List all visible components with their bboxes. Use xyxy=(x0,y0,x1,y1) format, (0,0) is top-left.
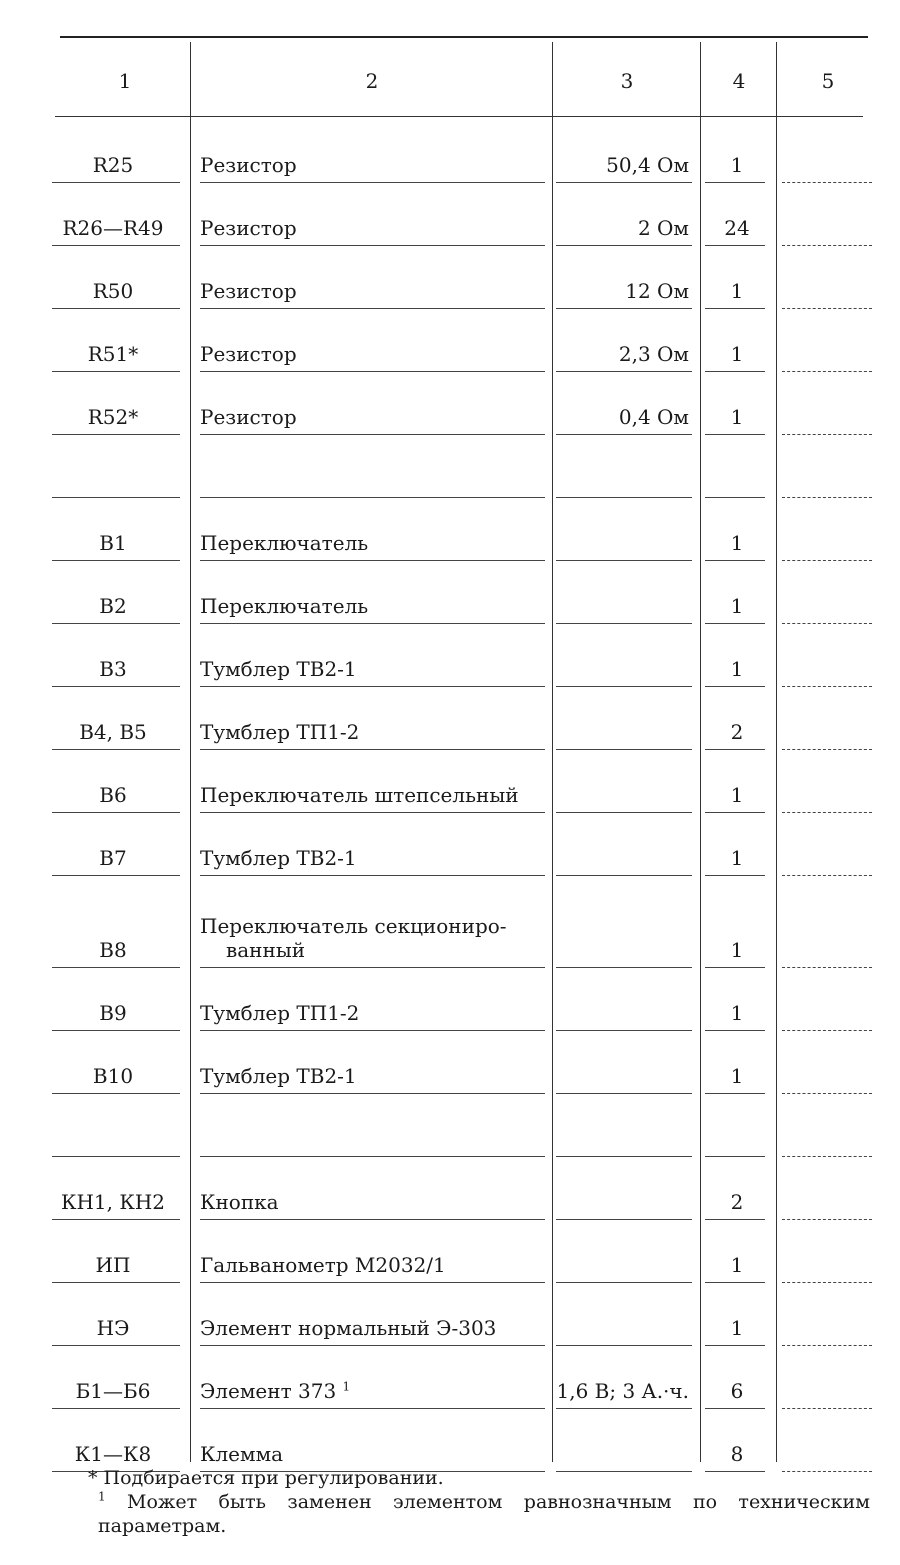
table-row xyxy=(0,311,900,374)
row-underline xyxy=(556,182,692,183)
row-underline xyxy=(782,812,872,813)
footnote-one-text: Может быть заменен элементом равнозначным по техническим параметрам. xyxy=(98,1491,870,1537)
value-cell: 50,4 Ом xyxy=(606,153,689,177)
row-underline xyxy=(705,812,765,813)
row-underline xyxy=(52,308,180,309)
designation-cell: К1—К8 xyxy=(74,1442,152,1466)
quantity-cell: 24 xyxy=(724,216,750,240)
row-underline xyxy=(705,1030,765,1031)
row-underline xyxy=(556,875,692,876)
row-underline xyxy=(52,1282,180,1283)
table-body xyxy=(0,122,900,1474)
row-underline xyxy=(200,1093,545,1094)
row-underline xyxy=(705,967,765,968)
row-underline xyxy=(782,1093,872,1094)
row-underline xyxy=(705,245,765,246)
row-underline xyxy=(556,1219,692,1220)
row-underline xyxy=(705,1345,765,1346)
name-cell: Тумблер ТВ2-1 xyxy=(200,657,357,681)
row-underline xyxy=(200,182,545,183)
row-underline xyxy=(782,967,872,968)
designation-cell: R52* xyxy=(87,405,139,429)
designation-cell: R26—R49 xyxy=(62,216,164,240)
header-col-3: 3 xyxy=(620,69,634,93)
row-underline xyxy=(782,497,872,498)
row-underline xyxy=(556,497,692,498)
value-cell: 1,6 В; 3 А.·ч. xyxy=(556,1379,689,1403)
row-underline xyxy=(200,560,545,561)
designation-cell: B6 xyxy=(99,783,127,807)
row-underline xyxy=(52,371,180,372)
row-underline xyxy=(556,1408,692,1409)
designation-cell: B7 xyxy=(99,846,127,870)
row-underline xyxy=(200,245,545,246)
row-underline xyxy=(200,967,545,968)
footnotes xyxy=(40,1466,870,1538)
row-underline xyxy=(705,371,765,372)
row-underline xyxy=(782,875,872,876)
row-underline xyxy=(556,1282,692,1283)
row-underline xyxy=(52,1345,180,1346)
row-underline xyxy=(556,308,692,309)
row-underline xyxy=(556,1093,692,1094)
row-underline xyxy=(705,1408,765,1409)
quantity-cell: 6 xyxy=(730,1379,744,1403)
row-underline xyxy=(782,371,872,372)
header-col-5: 5 xyxy=(821,69,835,93)
quantity-cell: 1 xyxy=(730,1001,744,1025)
name-line-2: ванный xyxy=(226,938,306,962)
quantity-cell: 1 xyxy=(730,342,744,366)
name-line-1: Переключатель секциониро- xyxy=(200,914,507,938)
table-row xyxy=(0,1348,900,1411)
row-underline xyxy=(52,434,180,435)
designation-cell: R25 xyxy=(92,153,134,177)
value-cell: 12 Ом xyxy=(625,279,689,303)
row-underline xyxy=(200,1030,545,1031)
name-cell: Кнопка xyxy=(200,1190,279,1214)
row-underline xyxy=(705,749,765,750)
table-row xyxy=(0,185,900,248)
quantity-cell: 8 xyxy=(730,1442,744,1466)
row-underline xyxy=(782,686,872,687)
table-row xyxy=(0,437,900,500)
table-row xyxy=(0,970,900,1033)
footnote-ref: 1 xyxy=(342,1379,351,1394)
name-cell: Переключатель xyxy=(200,594,369,618)
row-underline xyxy=(200,371,545,372)
name-cell: Резистор xyxy=(200,279,297,303)
table-row xyxy=(0,563,900,626)
row-underline xyxy=(782,1156,872,1157)
row-underline xyxy=(705,875,765,876)
row-underline xyxy=(52,623,180,624)
row-underline xyxy=(705,308,765,309)
footnote-star: * Подбирается при регулировании. xyxy=(88,1467,444,1489)
value-cell: 2 Ом xyxy=(637,216,689,240)
row-underline xyxy=(705,1282,765,1283)
row-underline xyxy=(52,1030,180,1031)
name-cell xyxy=(200,1379,550,1403)
row-underline xyxy=(705,560,765,561)
row-underline xyxy=(782,1345,872,1346)
designation-cell: B8 xyxy=(99,938,127,962)
value-cell: 0,4 Ом xyxy=(618,405,689,429)
header-col-4: 4 xyxy=(732,69,746,93)
table-row xyxy=(0,248,900,311)
name-cell: Тумблер ТВ2-1 xyxy=(200,846,357,870)
row-underline xyxy=(782,1030,872,1031)
quantity-cell: 1 xyxy=(730,846,744,870)
quantity-cell: 1 xyxy=(730,594,744,618)
quantity-cell: 2 xyxy=(730,720,744,744)
row-underline xyxy=(782,434,872,435)
table-row xyxy=(0,878,900,970)
table-row xyxy=(0,626,900,689)
name-cell: Резистор xyxy=(200,342,297,366)
header-bottom-rule xyxy=(55,116,863,117)
name-cell: Гальванометр М2032/1 xyxy=(200,1253,446,1277)
row-underline xyxy=(705,434,765,435)
designation-cell: B3 xyxy=(99,657,127,681)
row-underline xyxy=(782,182,872,183)
row-underline xyxy=(52,1408,180,1409)
row-underline xyxy=(556,686,692,687)
designation-cell: B4, B5 xyxy=(79,720,147,744)
row-underline xyxy=(52,686,180,687)
table-row xyxy=(0,1033,900,1096)
footnote-one-mark: 1 xyxy=(98,1489,106,1504)
row-underline xyxy=(782,560,872,561)
header-col-2: 2 xyxy=(365,69,379,93)
quantity-cell: 1 xyxy=(730,153,744,177)
quantity-cell: 1 xyxy=(730,1253,744,1277)
row-underline xyxy=(200,686,545,687)
designation-cell: B2 xyxy=(99,594,127,618)
name-text: Элемент 373 xyxy=(200,1379,337,1403)
row-underline xyxy=(200,1219,545,1220)
row-underline xyxy=(52,560,180,561)
row-underline xyxy=(556,245,692,246)
row-underline xyxy=(556,1345,692,1346)
designation-cell: ИП xyxy=(95,1253,131,1277)
row-underline xyxy=(200,1282,545,1283)
row-underline xyxy=(200,623,545,624)
row-underline xyxy=(52,875,180,876)
row-underline xyxy=(200,875,545,876)
row-underline xyxy=(52,967,180,968)
row-underline xyxy=(782,245,872,246)
table-row xyxy=(0,500,900,563)
row-underline xyxy=(200,308,545,309)
row-underline xyxy=(705,623,765,624)
row-underline xyxy=(200,1408,545,1409)
designation-cell: Б1—Б6 xyxy=(75,1379,151,1403)
row-underline xyxy=(200,1156,545,1157)
header-col-1: 1 xyxy=(118,69,132,93)
table-row xyxy=(0,689,900,752)
table-row xyxy=(0,752,900,815)
table-row xyxy=(0,1096,900,1159)
row-underline xyxy=(556,371,692,372)
row-underline xyxy=(705,1156,765,1157)
designation-cell: B1 xyxy=(99,531,127,555)
table-row xyxy=(0,1411,900,1474)
row-underline xyxy=(782,308,872,309)
row-underline xyxy=(556,749,692,750)
designation-cell: НЭ xyxy=(96,1316,130,1340)
designation-cell: B10 xyxy=(92,1064,134,1088)
row-underline xyxy=(52,245,180,246)
row-underline xyxy=(705,1219,765,1220)
row-underline xyxy=(705,182,765,183)
name-cell: Резистор xyxy=(200,405,297,429)
quantity-cell: 1 xyxy=(730,657,744,681)
designation-cell: R51* xyxy=(87,342,139,366)
table-header xyxy=(0,56,900,106)
table-row xyxy=(0,1222,900,1285)
row-underline xyxy=(52,749,180,750)
name-cell: Переключатель штепсельный xyxy=(200,783,519,807)
row-underline xyxy=(705,1093,765,1094)
row-underline xyxy=(782,749,872,750)
row-underline xyxy=(782,1408,872,1409)
name-cell: Тумблер ТП1-2 xyxy=(200,720,360,744)
name-cell: Тумблер ТП1-2 xyxy=(200,1001,360,1025)
row-underline xyxy=(52,182,180,183)
quantity-cell: 1 xyxy=(730,938,744,962)
name-cell xyxy=(200,914,550,962)
row-underline xyxy=(782,1282,872,1283)
row-underline xyxy=(556,623,692,624)
row-underline xyxy=(556,967,692,968)
name-cell: Элемент нормальный Э-303 xyxy=(200,1316,497,1340)
quantity-cell: 1 xyxy=(730,531,744,555)
table-row xyxy=(0,815,900,878)
quantity-cell: 1 xyxy=(730,1316,744,1340)
row-underline xyxy=(782,1219,872,1220)
name-cell: Резистор xyxy=(200,216,297,240)
table-row xyxy=(0,374,900,437)
row-underline xyxy=(556,434,692,435)
row-underline xyxy=(782,623,872,624)
row-underline xyxy=(52,1219,180,1220)
table-row xyxy=(0,1285,900,1348)
quantity-cell: 1 xyxy=(730,1064,744,1088)
table-row xyxy=(0,122,900,185)
designation-cell: КН1, КН2 xyxy=(60,1190,165,1214)
row-underline xyxy=(52,1156,180,1157)
row-underline xyxy=(200,1345,545,1346)
table-top-rule xyxy=(60,36,868,38)
quantity-cell: 2 xyxy=(730,1190,744,1214)
name-cell: Переключатель xyxy=(200,531,369,555)
row-underline xyxy=(556,1156,692,1157)
row-underline xyxy=(52,1093,180,1094)
row-underline xyxy=(200,497,545,498)
value-cell: 2,3 Ом xyxy=(618,342,689,366)
row-underline xyxy=(705,497,765,498)
row-underline xyxy=(556,1030,692,1031)
name-cell: Резистор xyxy=(200,153,297,177)
row-underline xyxy=(200,434,545,435)
row-underline xyxy=(200,812,545,813)
quantity-cell: 1 xyxy=(730,783,744,807)
table-row xyxy=(0,1159,900,1222)
row-underline xyxy=(705,686,765,687)
row-underline xyxy=(556,560,692,561)
row-underline xyxy=(200,749,545,750)
quantity-cell: 1 xyxy=(730,405,744,429)
row-underline xyxy=(52,497,180,498)
quantity-cell: 1 xyxy=(730,279,744,303)
designation-cell: B9 xyxy=(99,1001,127,1025)
designation-cell: R50 xyxy=(92,279,134,303)
row-underline xyxy=(556,812,692,813)
row-underline xyxy=(52,812,180,813)
name-cell: Тумблер ТВ2-1 xyxy=(200,1064,357,1088)
footnote-one xyxy=(40,1490,870,1538)
name-cell: Клемма xyxy=(200,1442,284,1466)
